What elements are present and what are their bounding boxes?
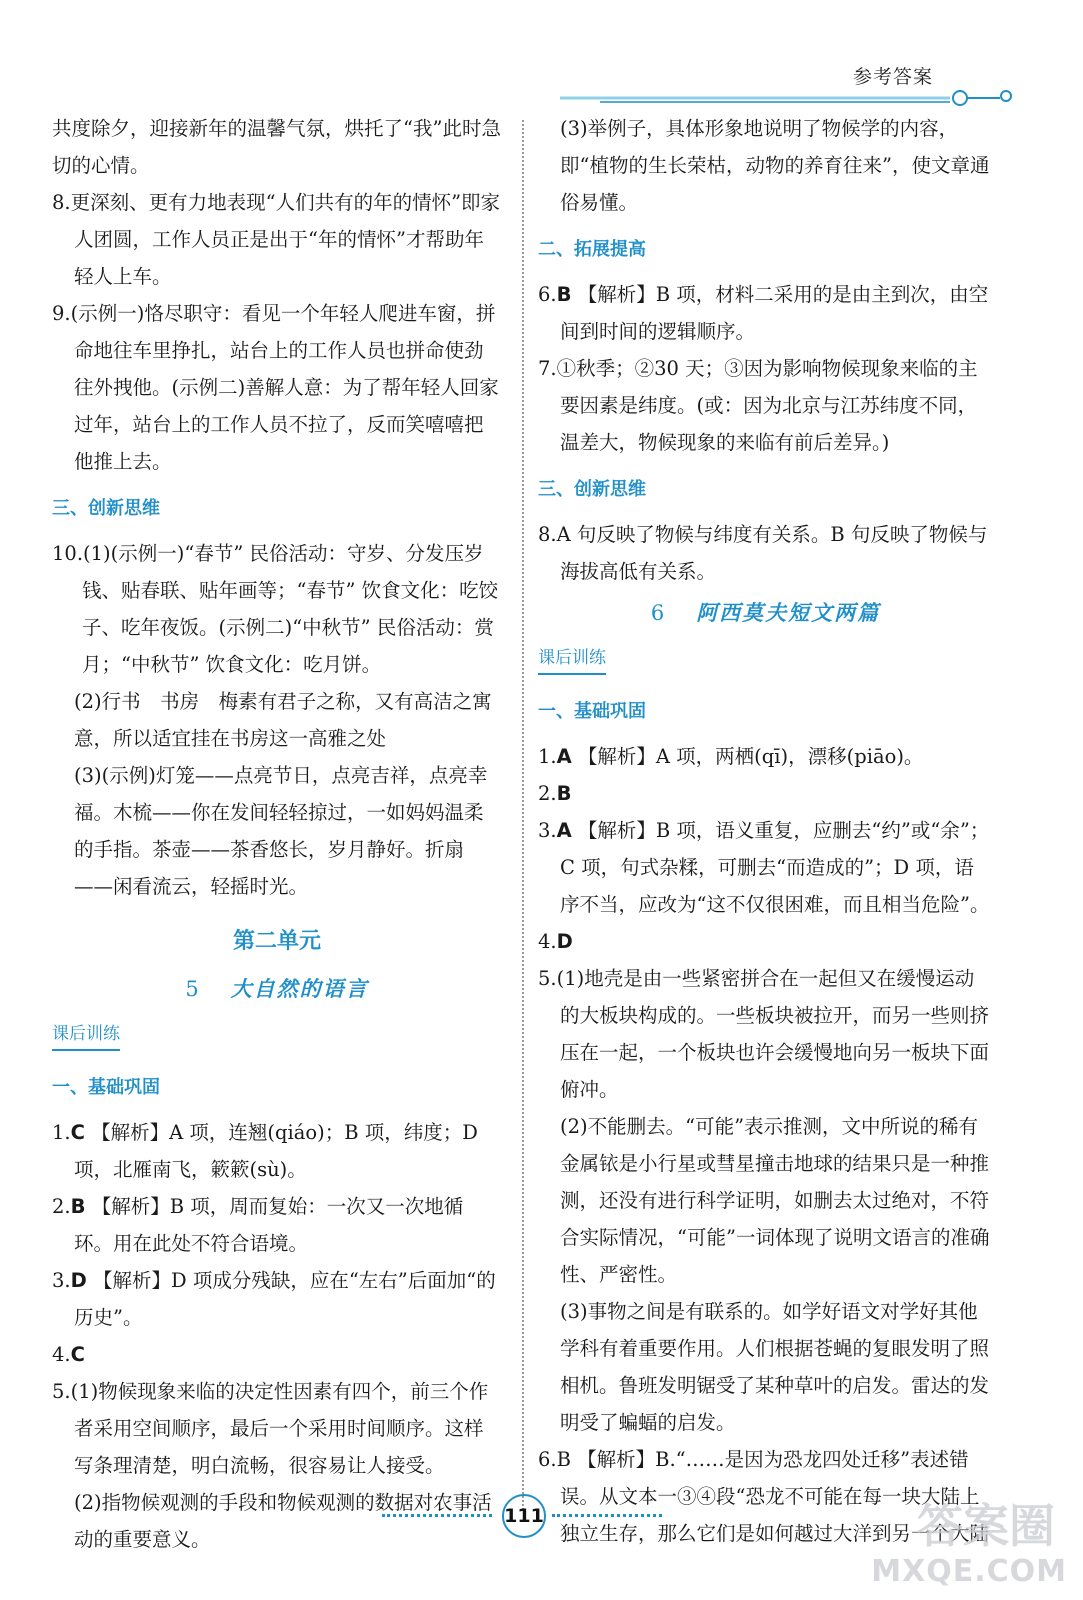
answer-q5-3: (3)举例子，具体形象地说明了物候学的内容，即“植物的生长荣枯，动物的养育往来”，使文章通俗易懂。 [560,117,990,214]
section-heading-basic: 一、基础巩固 [52,1077,160,1098]
right-column [538,110,993,1552]
page-header-title: 参考答案 [852,66,933,88]
practice-tag: 课后训练 [538,645,606,675]
lesson-title: 大自然的语言 [230,976,369,1001]
practice-tag: 课后训练 [52,1021,120,1051]
answer-letter: C [70,1121,85,1144]
page-number-dots-right [552,1514,662,1517]
section-heading-innovative: 三、创新思维 [52,498,160,519]
section-heading-extension: 二、拓展提高 [538,239,646,260]
left-column [52,110,502,1558]
column-divider [522,120,524,1510]
lesson-6-heading [538,594,993,632]
answer-q6: 6.B 【解析】B 项，材料二采用的是由主到次，由空间到时间的逻辑顺序。 [538,283,989,343]
answer-letter: A [556,745,572,768]
answer-item-10-3: (3)(示例)灯笼——点亮节日，点亮吉祥，点亮幸福。木梳——你在发间轻轻掠过，一如妈妈温柔的手指。茶壶——茶香悠长，岁月静好。折扇——闲看流云，轻摇时光。 [74,764,488,898]
continued-text: 共度除夕，迎接新年的温馨气氛，烘托了“我”此时急切的心情。 [52,117,501,177]
answer-item-8: 8.更深刻、更有力地表现“人们共有的年的情怀”即家人团圆，工作人员正是出于“年的情怀”才帮助年轻人上车。 [52,191,501,288]
answer-r1: 1.A 【解析】A 项，两栖(qī)，漂移(piāo)。 [538,745,924,768]
lesson-5-heading [52,970,502,1008]
answer-item-10-1: 10.(1)(示例一)“春节” 民俗活动：守岁、分发压岁钱、贴春联、贴年画等；“春节” 饮食文化：吃饺子、吃年夜饭。(示例二)“中秋节” 民俗活动：赏月；“中秋节” 饮食文化：吃月饼。 [52,542,499,676]
answer-letter: C [70,1343,85,1366]
section-heading-basic: 一、基础巩固 [538,701,646,722]
answer-item-9: 9.(示例一)恪尽职守：看见一个年轻人爬进车窗，拼命地往车里挣扎，站台上的工作人员也拼命使劲往外拽他。(示例二)善解人意：为了帮年轻人回家过年，站台上的工作人员不拉了，反而笑嘻嘻把他推上去。 [52,302,499,473]
answer-letter: B [556,283,572,306]
answer-r6: 6.B 【解析】B.“……是因为恐龙四处迁移”表述错误。从文本一③④段“恐龙不可能在每一块大陆上独立生存，那么它们是如何越过大洋到另一个大陆 [538,1448,990,1545]
page-number: 111 [502,1494,546,1538]
watermark-url: MXQE.COM [871,1554,1067,1589]
answer-q2: 2.B 【解析】B 项，周而复始：一次又一次地循环。用在此处不符合语境。 [52,1195,464,1255]
answer-r5-1: 5.(1)地壳是由一些紧密拼合在一起但又在缓慢运动的大板块构成的。一些板块被拉开，而另一些则挤压在一起，一个板块也许会缓慢地向另一板块下面俯冲。 [538,967,990,1101]
answer-item-10-2: (2)行书 书房 梅素有君子之称，又有高洁之寓意，所以适宜挂在书房这一高雅之处 [74,690,492,750]
answer-letter: D [70,1269,87,1292]
answer-letter: B [70,1195,86,1218]
watermark-text: 答案圈 [917,1499,1055,1553]
answer-q5-2: (2)指物候观测的手段和物候观测的数据对农事活动的重要意义。 [74,1491,492,1551]
page-number-dots-left [382,1514,492,1517]
answer-r5-2: (2)不能删去。“可能”表示推测，文中所说的稀有金属铱是小行星或彗星撞击地球的结果只是一种推测，还没有进行科学证明，如删去太过绝对，不符合实际情况，“可能”一词体现了说明文语言的准确性、严密性。 [560,1115,990,1286]
answer-r2: 2.B [538,782,572,805]
answer-q7: 7.①秋季；②30 天；③因为影响物候现象来临的主要因素是纬度。(或：因为北京与江苏纬度不同，温差大，物候现象的来临有前后差异。) [538,357,978,454]
answer-letter: D [556,930,573,953]
answer-r5-3: (3)事物之间是有联系的。如学好语文对学好其他学科有着重要作用。人们根据苍蝇的复眼发明了照相机。鲁班发明锯受了某种草叶的启发。雷达的发明受了蝙蝠的启发。 [560,1300,990,1434]
unit-title: 第二单元 [232,929,321,954]
answer-q8: 8.A 句反映了物候与纬度有关系。B 句反映了物候与海拔高低有关系。 [538,523,988,583]
watermark [871,1490,1067,1600]
answer-q3: 3.D 【解析】D 项成分残缺，应在“左右”后面加“的历史”。 [52,1269,496,1329]
answer-r3: 3.A 【解析】B 项，语义重复，应删去“约”或“余”；C 项，句式杂糅，可删去“而造成的”；D 项，语序不当，应改为“这不仅很困难，而且相当危险”。 [538,819,990,916]
answer-letter: A [556,819,572,842]
lesson-number: 6 [650,601,667,625]
answer-q4: 4.C [52,1343,85,1366]
header-decoration-line [560,86,1030,110]
lesson-title: 阿西莫夫短文两篇 [696,600,881,625]
answer-q5-1: 5.(1)物候现象来临的决定性因素有四个，前三个作者采用空间顺序，最后一个采用时间顺序。这样写条理清楚，明白流畅，很容易让人接受。 [52,1380,489,1477]
answer-r4: 4.D [538,930,573,953]
answer-letter: B [556,782,572,805]
section-heading-innovative: 三、创新思维 [538,479,646,500]
answer-q1: 1.C 【解析】A 项，连翘(qiáo)；B 项，纬度；D 项，北雁南飞，簌簌(sù)。 [52,1121,478,1181]
lesson-number: 5 [185,977,201,1001]
